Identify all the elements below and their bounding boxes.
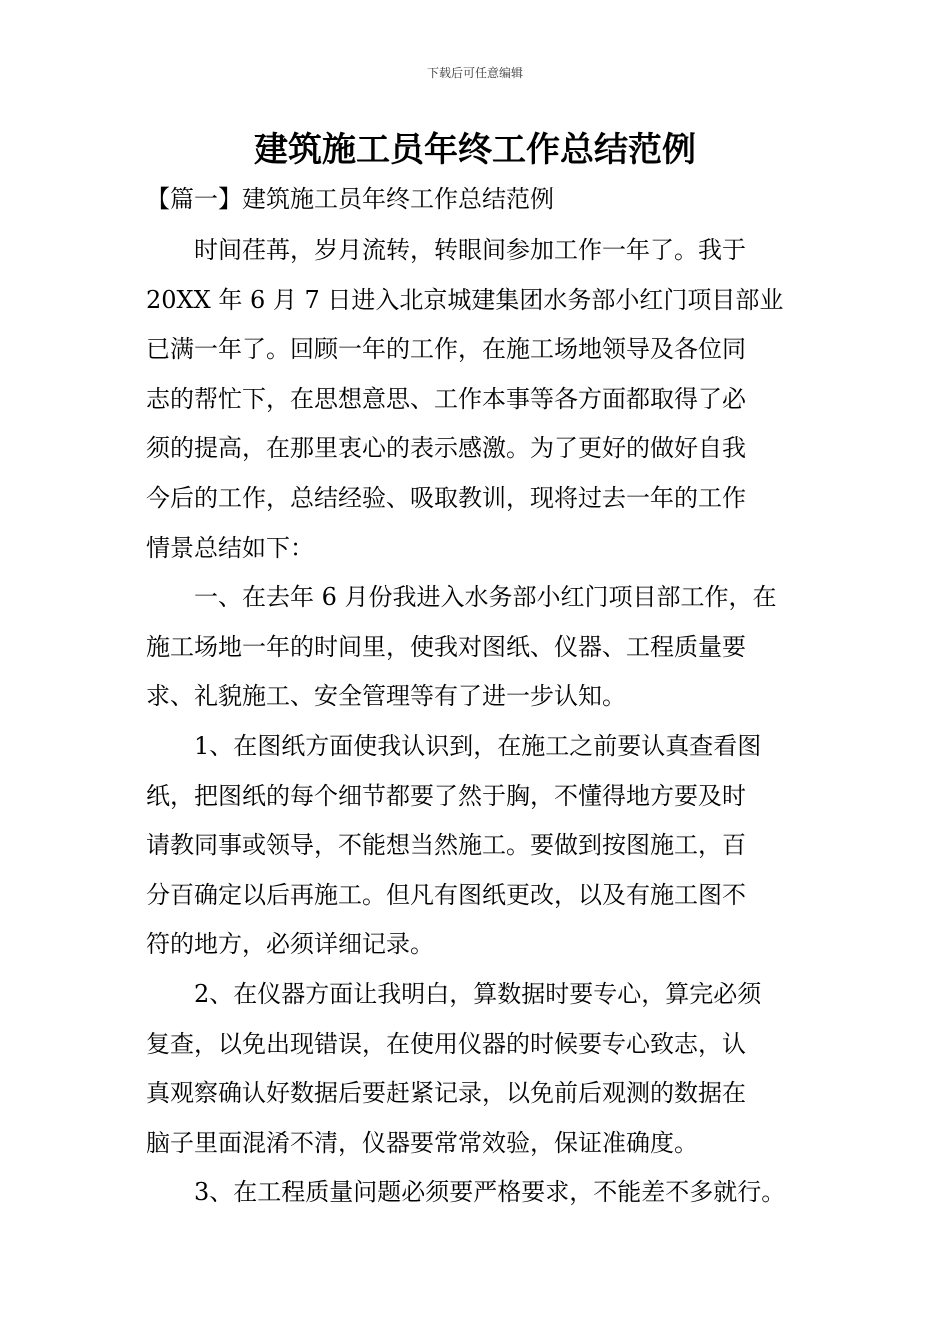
text-line: 纸，把图纸的每个细节都要了然于胸，不懂得地方要及时 bbox=[146, 781, 746, 810]
document-title: 建筑施工员年终工作总结范例 bbox=[254, 130, 696, 170]
text-line: 2、在仪器方面让我明白，算数据时要专心，算完必须 bbox=[194, 979, 762, 1008]
text-line: 志的帮忙下，在思想意思、工作本事等各方面都取得了必 bbox=[146, 384, 746, 413]
text-line: 复查，以免出现错误，在使用仪器的时候要专心致志，认 bbox=[146, 1029, 746, 1058]
text-line: 时间荏苒，岁月流转，转眼间参加工作一年了。我于 bbox=[194, 236, 746, 264]
text-line: 今后的工作，总结经验、吸取教训，现将过去一年的工作 bbox=[146, 483, 746, 512]
header-note: 下载后可任意编辑 bbox=[426, 66, 523, 80]
text-line: 分百确定以后再施工。但凡有图纸更改，以及有施工图不 bbox=[146, 880, 746, 909]
text-line: 符的地方，必须详细记录。 bbox=[146, 930, 434, 959]
text-line: 情景总结如下： bbox=[146, 533, 314, 562]
text-line: 20XX 年 6 月 7 日进入北京城建集团水务部小红门项目部业 bbox=[146, 285, 784, 314]
text-line: 一、在去年 6 月份我进入水务部小红门项目部工作，在 bbox=[194, 583, 777, 612]
text-line: 脑子里面混淆不清，仪器要常常效验，保证准确度。 bbox=[146, 1128, 698, 1157]
body-text bbox=[146, 226, 806, 1218]
text-line: 施工场地一年的时间里，使我对图纸、仪器、工程质量要 bbox=[146, 632, 746, 661]
text-line: 3、在工程质量问题必须要严格要求，不能差不多就行。 bbox=[194, 1178, 786, 1207]
text-line: 真观察确认好数据后要赶紧记录，以免前后观测的数据在 bbox=[146, 1079, 746, 1108]
text-line: 须的提高，在那里衷心的表示感激。为了更好的做好自我 bbox=[146, 434, 746, 463]
text-line: 请教同事或领导，不能想当然施工。要做到按图施工，百 bbox=[146, 831, 746, 860]
text-line: 1、在图纸方面使我认识到，在施工之前要认真查看图 bbox=[194, 731, 762, 760]
text-line: 求、礼貌施工、安全管理等有了进一步认知。 bbox=[146, 682, 626, 711]
section-heading: 【篇一】建筑施工员年终工作总结范例 bbox=[146, 185, 554, 213]
text-line: 已满一年了。回顾一年的工作，在施工场地领导及各位同 bbox=[146, 335, 746, 364]
